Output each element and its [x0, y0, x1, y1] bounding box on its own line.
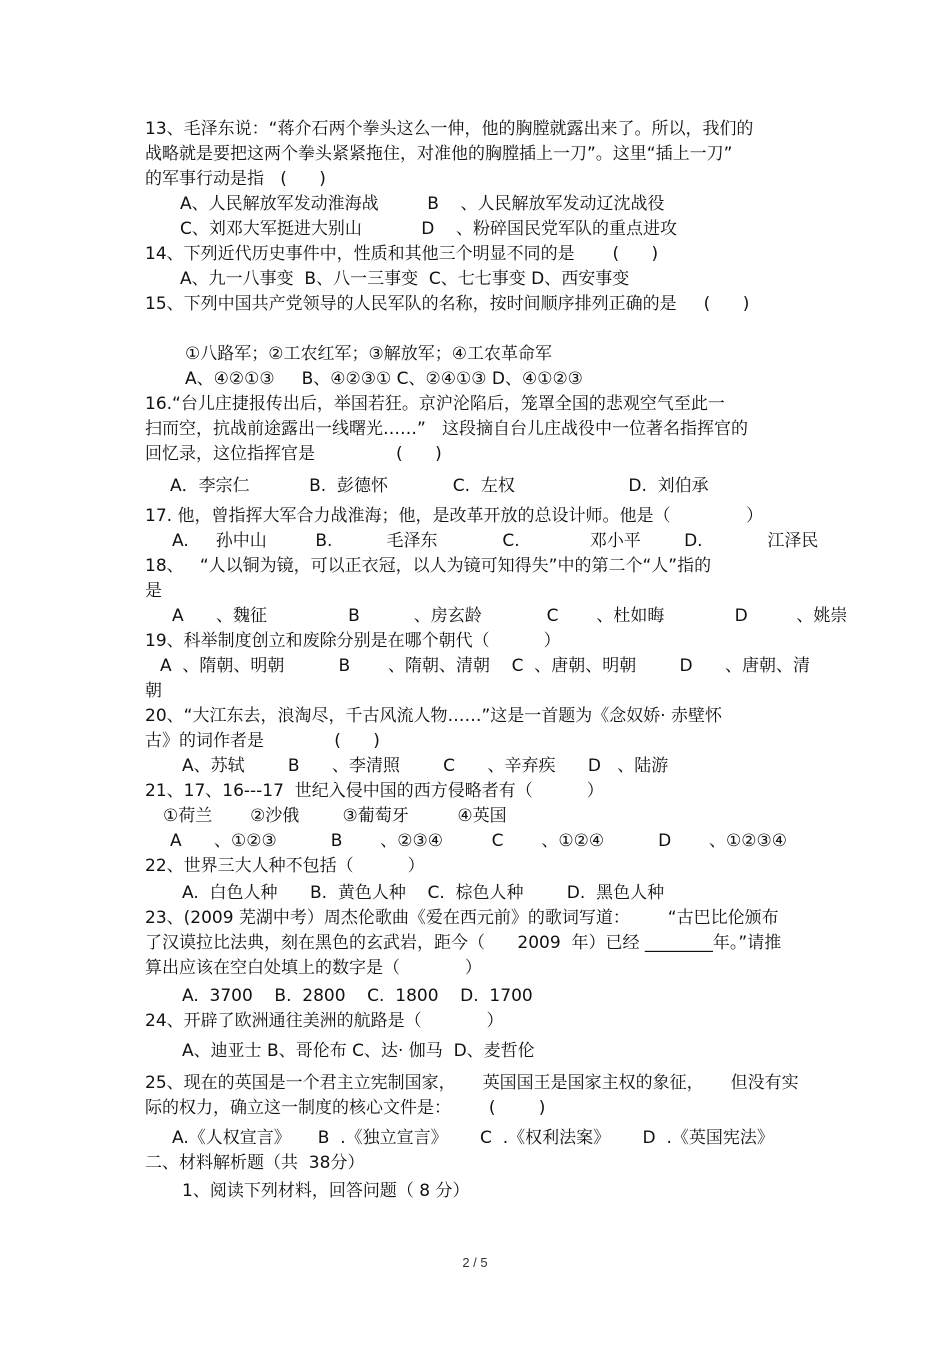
text-line: 朝 — [145, 681, 162, 701]
text-line: 24、开辟了欧洲通往美洲的航路是（ ） — [145, 1011, 504, 1031]
text-line: 25、现在的英国是一个君主立宪制国家， 英国国王是国家主权的象征， 但没有实 — [145, 1073, 799, 1093]
text-line: A 、隋朝、明朝 B 、隋朝、清朝 C 、唐朝、明朝 D 、唐朝、清 — [160, 656, 810, 676]
text-line: A 、魏征 B 、房玄龄 C 、杜如晦 D 、姚崇 — [172, 606, 848, 626]
text-line: A 、①②③ B 、②③④ C 、①②④ D 、①②③④ — [170, 831, 787, 851]
text-line: C、刘邓大军挺进大别山 D 、粉碎国民党军队的重点进攻 — [180, 219, 678, 239]
text-line: 14、下列近代历史事件中，性质和其他三个明显不同的是 ( ) — [145, 244, 659, 264]
text-line: A．李宗仁 B. 彭德怀 C. 左权 D. 刘伯承 — [170, 476, 709, 496]
text-line: 回忆录，这位指挥官是 ( ) — [145, 444, 442, 464]
text-line: A.《人权宣言》 B .《独立宣言》 C .《权利法案》 D .《英国宪法》 — [172, 1128, 774, 1148]
text-line: A. 孙中山 B. 毛泽东 C. 邓小平 D. 江泽民 — [172, 531, 819, 551]
text-line: 算出应该在空白处填上的数字是（ ） — [145, 958, 482, 978]
text-line: A. 3700 B. 2800 C. 1800 D. 1700 — [182, 986, 533, 1006]
text-line: A. 白色人种 B. 黄色人种 C. 棕色人种 D. 黑色人种 — [182, 883, 665, 903]
text-line: 23、(2009 芜湖中考）周杰伦歌曲《爱在西元前》的歌词写道： “古巴比伦颁布 — [145, 908, 779, 928]
text-line: A、人民解放军发动淮海战 B 、人民解放军发动辽沈战役 — [180, 194, 665, 214]
text-line: 16.“台儿庄捷报传出后，举国若狂。京沪沦陷后，笼罩全国的悲观空气至此一 — [145, 394, 725, 414]
text-line: 1、阅读下列材料，回答问题（ 8 分） — [182, 1181, 470, 1201]
text-line: 际的权力，确立这一制度的核心文件是： ( ) — [145, 1098, 546, 1118]
text-line: 是 — [145, 581, 162, 601]
text-line: 扫而空，抗战前途露出一线曙光……” 这段摘自台儿庄战役中一位著名指挥官的 — [145, 419, 749, 439]
text-line: A、④②①③ B、④②③① C、②④①③ D、④①②③ — [185, 369, 583, 389]
text-line: 18、 “人以铜为镜，可以正衣冠，以人为镜可知得失”中的第二个“人”指的 — [145, 556, 712, 576]
text-line: 19、科举制度创立和废除分别是在哪个朝代（ ） — [145, 631, 561, 651]
text-line: 21、17、16---17 世纪入侵中国的西方侵略者有（ ） — [145, 781, 604, 801]
text-line: A、苏轼 B 、李清照 C 、辛弃疾 D 、陆游 — [182, 756, 669, 776]
page-number: 2 / 5 — [462, 1255, 488, 1270]
text-line: 20、“大江东去，浪淘尽，千古风流人物……”这是一首题为《念奴娇· 赤壁怀 — [145, 706, 723, 726]
text-line: 了汉谟拉比法典，刻在黑色的玄武岩，距今（ 2009 年）已经 ________年。”请推 — [145, 933, 782, 953]
text-line: 战略就是要把这两个拳头紧紧拖住，对准他的胸膛插上一刀”。这里“插上一刀” — [145, 144, 733, 164]
text-line: A、迪亚士 B、哥伦布 C、达· 伽马 D、麦哲伦 — [182, 1041, 535, 1061]
text-line: 的军事行动是指 ( ) — [145, 169, 326, 189]
text-line: 古》的词作者是 ( ) — [145, 731, 380, 751]
text-line: 13、毛泽东说：“蒋介石两个拳头这么一伸，他的胸膛就露出来了。所以，我们的 — [145, 119, 754, 139]
text-line: 15、下列中国共产党领导的人民军队的名称，按时间顺序排列正确的是 ( ) — [145, 294, 750, 314]
text-line: ①八路军；②工农红军；③解放军；④工农革命军 — [185, 344, 552, 364]
text-line: 二、材料解析题（共 38分） — [145, 1153, 365, 1173]
text-line: 22、世界三大人种不包括（ ） — [145, 856, 425, 876]
text-line: 17. 他，曾指挥大军合力战淮海；他，是改革开放的总设计师。他是（ ） — [145, 506, 764, 526]
text-line: A、九一八事变 B、八一三事变 C、七七事变 D、西安事变 — [180, 269, 630, 289]
text-line: ①荷兰 ②沙俄 ③葡萄牙 ④英国 — [163, 806, 507, 826]
